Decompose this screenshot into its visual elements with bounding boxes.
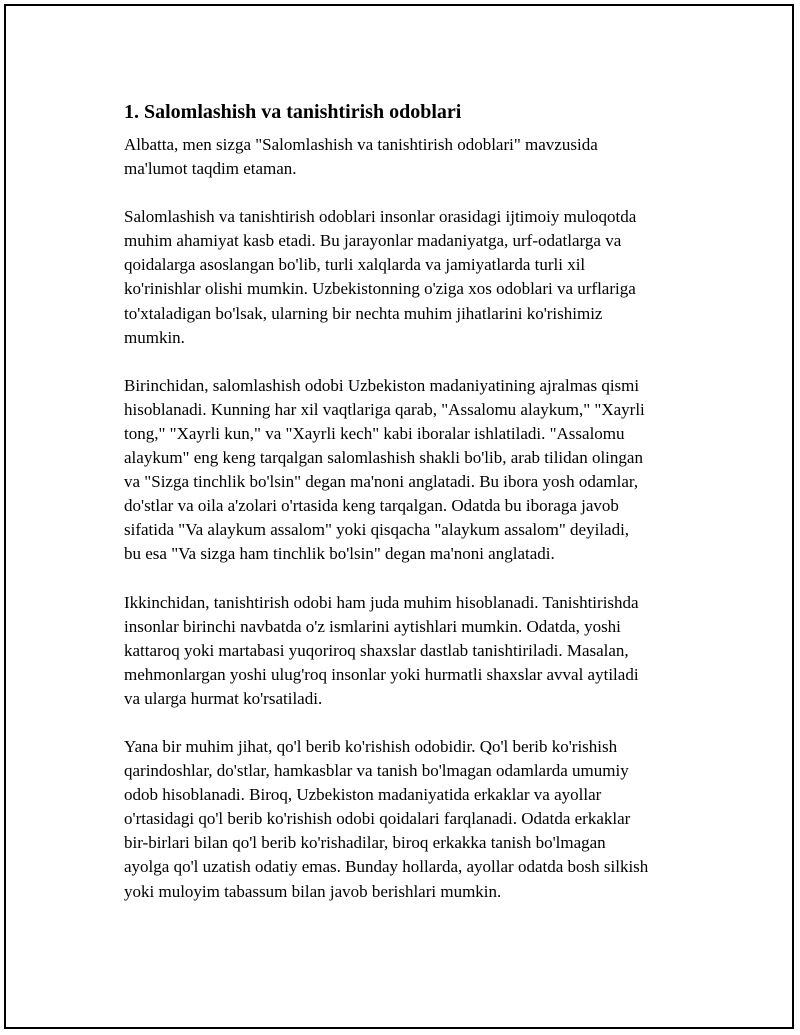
text-line: alaykum" eng keng tarqalgan salomlashish shakli bo'lib, arab tilidan olingan — [124, 448, 643, 468]
section-heading: 1. Salomlashish va tanishtirish odoblari — [124, 101, 462, 123]
paragraph-2 — [124, 205, 704, 350]
text-line: Albatta, men sizga "Salomlashish va tanishtirish odoblari" mavzusida — [124, 135, 598, 154]
text-line: Birinchidan, salomlashish odobi Uzbekiston madaniyatining ajralmas qismi — [124, 375, 640, 395]
text-line: hisoblanadi. Kunning har xil vaqtlariga qarab, "Assalomu alaykum," "Xayrli — [124, 399, 645, 419]
document-body — [124, 98, 704, 928]
text-line: Ikkinchidan, tanishtirish odobi ham juda muhim hisoblanadi. Tanishtirishda — [124, 592, 639, 612]
text-line: qoidalarga asoslangan bo'lib, turli xalqlarda va jamiyatlarda turli xil — [124, 255, 586, 275]
text-line: mumkin. — [124, 327, 185, 347]
text-line: do'stlar va oila a'zolari o'rtasida keng tarqalgan. Odatda bu iboraga javob — [124, 496, 619, 516]
text-line: bir-birlari bilan qo'l berib ko'rishadilar, biroq erkakka tanish bo'lmagan — [124, 833, 606, 853]
text-line: sifatida "Va alaykum assalom" yoki qisqacha "alaykum assalom" deyiladi, — [124, 520, 630, 540]
text-line: bu esa "Va sizga ham tinchlik bo'lsin" degan ma'noni anglatadi. — [124, 544, 555, 564]
text-line: Salomlashish va tanishtirish odoblari insonlar orasidagi ijtimoiy muloqotda — [124, 207, 637, 227]
text-line: tong," "Xayrli kun," va "Xayrli kech" kabi iboralar ishlatiladi. "Assalomu — [124, 423, 625, 443]
paragraph-5 — [124, 735, 704, 904]
text-line: ayolga qo'l uzatish odatiy emas. Bunday hollarda, ayollar odatda bosh silkish — [124, 857, 649, 877]
text-line: mehmonlargan yoshi ulug'roq insonlar yoki hurmatli shaxslar avval aytiladi — [124, 664, 639, 684]
text-line: ko'rinishlar olishi mumkin. Uzbekistonning o'ziga xos odoblari va urflariga — [124, 279, 636, 299]
text-line: va ularga hurmat ko'rsatiladi. — [124, 688, 323, 708]
page-frame — [4, 4, 794, 1029]
paragraph-1 — [124, 133, 704, 181]
text-line: qarindoshlar, do'stlar, hamkasblar va tanish bo'lmagan odamlarda umumiy — [124, 761, 629, 781]
text-line: muhim ahamiyat kasb etadi. Bu jarayonlar madaniyatga, urf-odatlarga va — [124, 231, 622, 251]
text-line: insonlar birinchi navbatda o'z ismlarini aytishlari mumkin. Odatda, yoshi — [124, 616, 621, 636]
text-line: o'rtasidagi qo'l berib ko'rishish odobi qoidalari farqlanadi. Odatda erkaklar — [124, 809, 631, 829]
text-line: kattaroq yoki martabasi yuqoriroq shaxslar dastlab tanishtiriladi. Masalan, — [124, 640, 629, 660]
text-line: yoki muloyim tabassum bilan javob berishlari mumkin. — [124, 881, 502, 901]
paragraph-3 — [124, 374, 704, 567]
text-line: odob hisoblanadi. Biroq, Uzbekiston madaniyatida erkaklar va ayollar — [124, 785, 602, 805]
text-line: va "Sizga tinchlik bo'lsin" degan ma'noni anglatadi. Bu ibora yosh odamlar, — [124, 472, 639, 492]
text-line: ma'lumot taqdim etaman. — [124, 159, 297, 179]
text-line: to'xtaladigan bo'lsak, ularning bir nechta muhim jihatlarini ko'rishimiz — [124, 303, 603, 323]
text-line: Yana bir muhim jihat, qo'l berib ko'rishish odobidir. Qo'l berib ko'rishish — [124, 736, 618, 756]
paragraph-4 — [124, 591, 704, 711]
